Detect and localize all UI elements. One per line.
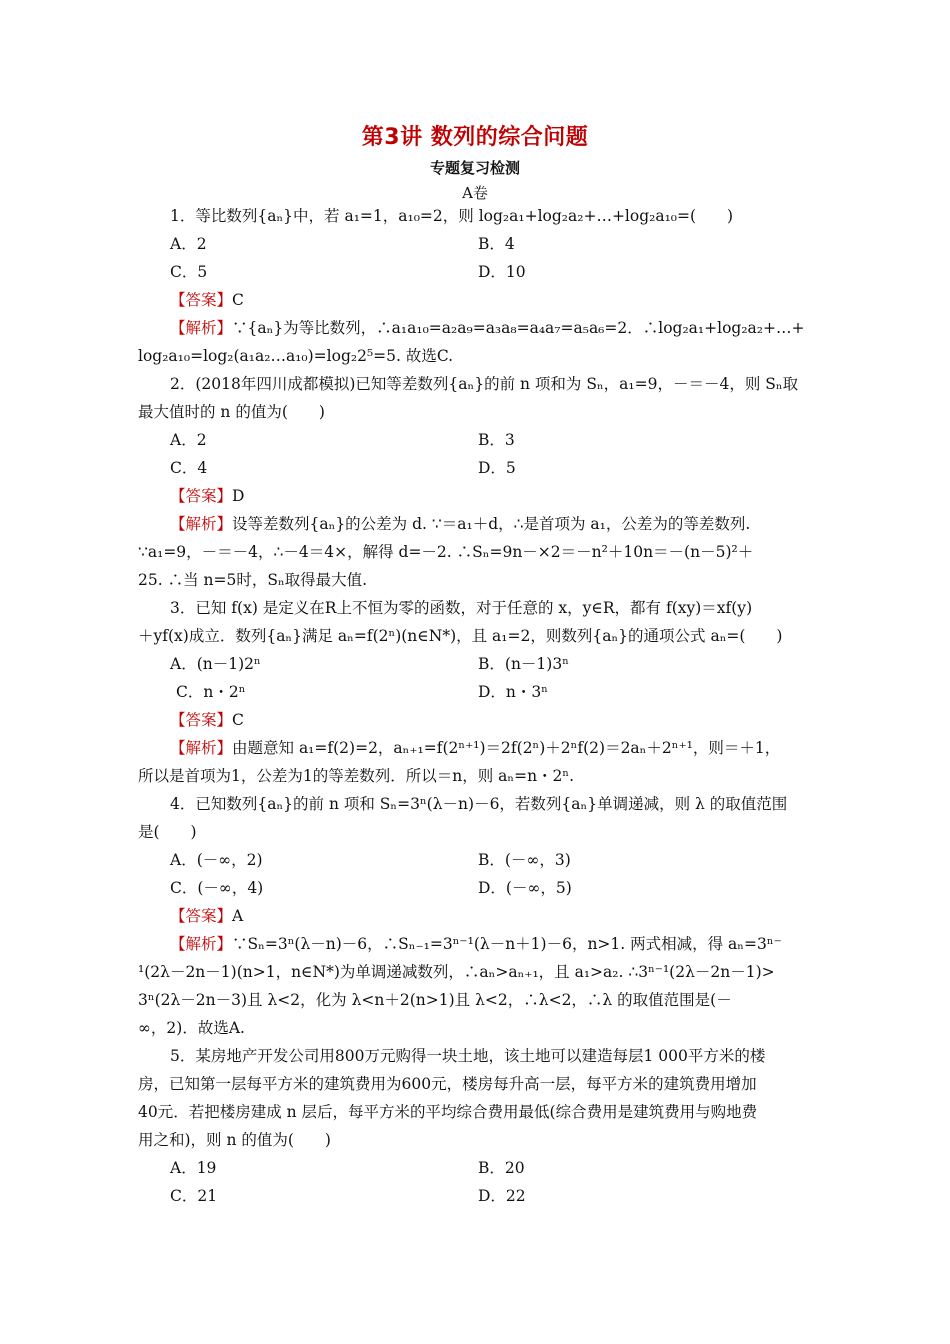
option-b: B．(n－1)3ⁿ: [478, 655, 569, 673]
analysis-tag: 【解析】: [170, 935, 233, 953]
question-stem: 4．已知数列{aₙ}的前 n 项和 Sₙ=3ⁿ(λ－n)－6，若数列{aₙ}单调递减，则 λ 的取值范围: [170, 795, 788, 813]
options-row: [138, 1154, 816, 1182]
question-4: [138, 790, 816, 1042]
options-row: [138, 846, 816, 874]
answer-value: A: [232, 907, 244, 925]
analysis-tag: 【解析】: [170, 515, 233, 533]
analysis-line: [138, 734, 816, 762]
option-c: C．4: [170, 459, 208, 477]
analysis-text: ¹(2λ－2n－1)(n>1，n∈N*)为单调递减数列，∴aₙ>aₙ₊₁，且 a₁>a₂. ∴3ⁿ⁻¹(2λ－2n－1)>: [138, 963, 775, 981]
analysis-text: 3ⁿ(2λ－2n－3)且 λ<2，化为 λ<n＋2(n>1)且 λ<2，∴λ<2，∴λ 的取值范围是(－: [138, 991, 732, 1009]
options-row: [138, 426, 816, 454]
answer-value: D: [232, 487, 245, 505]
options-row: [138, 1182, 816, 1210]
option-d: D．10: [478, 263, 526, 281]
answer-tag: 【答案】: [170, 487, 233, 505]
options-row: [138, 454, 816, 482]
answer-tag: 【答案】: [170, 711, 233, 729]
option-b: B．4: [478, 235, 515, 253]
analysis-text: ∵Sₙ=3ⁿ(λ－n)－6，∴Sₙ₋₁=3ⁿ⁻¹(λ－n＋1)－6，n>1. 两式相减，得 aₙ=3ⁿ⁻: [232, 935, 782, 953]
option-c: C．21: [170, 1187, 218, 1205]
options-row: [138, 650, 816, 678]
analysis-text: log₂a₁₀=log₂(a₁a₂…a₁₀)=log₂2⁵=5. 故选C.: [138, 347, 454, 365]
option-b: B．3: [478, 431, 515, 449]
page-title: 第3讲 数列的综合问题: [361, 125, 589, 150]
question-stem: 3．已知 f(x) 是定义在R上不恒为零的函数，对于任意的 x，y∈R，都有 f(xy)＝xf(y): [170, 599, 753, 617]
options-row: [138, 874, 816, 902]
question-stem: 5．某房地产开发公司用800万元购得一块土地，该土地可以建造每层1 000平方米的楼: [170, 1047, 766, 1065]
analysis-text: 25. ∴当 n=5时，Sₙ取得最大值.: [138, 571, 368, 589]
analysis-tag: 【解析】: [170, 739, 233, 757]
section-label: A卷: [462, 184, 488, 202]
question-stem: 是( ): [138, 823, 197, 841]
analysis-text: ∵{aₙ}为等比数列，∴a₁a₁₀=a₂a₉=a₃a₈=a₄a₇=a₅a₆=2．∴log₂a₁+log₂a₂+…+: [232, 319, 805, 337]
option-a: A．19: [170, 1159, 217, 1177]
analysis-text: 所以是首项为1，公差为1的等差数列．所以＝n，则 aₙ=n・2ⁿ.: [138, 767, 575, 785]
options-row: [138, 258, 816, 286]
answer-tag: 【答案】: [170, 907, 233, 925]
option-a: A．2: [170, 431, 207, 449]
question-stem: ＋yf(x)成立．数列{aₙ}满足 aₙ=f(2ⁿ)(n∈N*)，且 a₁=2，则数列{aₙ}的通项公式 aₙ=( ): [138, 627, 783, 645]
question-stem: 2．(2018年四川成都模拟)已知等差数列{aₙ}的前 n 项和为 Sₙ，a₁=9，－＝－4，则 Sₙ取: [170, 375, 799, 393]
answer-tag: 【答案】: [170, 291, 233, 309]
analysis-text: ∞，2)．故选A.: [138, 1019, 245, 1037]
question-stem: 房，已知第一层每平方米的建筑费用为600元，楼房每升高一层，每平方米的建筑费用增加: [138, 1075, 757, 1093]
answer-line: [138, 706, 816, 734]
analysis-text: 设等差数列{aₙ}的公差为 d. ∵＝a₁＋d，∴是首项为 a₁，公差为的等差数列.: [232, 515, 751, 533]
option-d: D．(－∞，5): [478, 879, 572, 897]
question-5: [138, 1042, 816, 1210]
answer-line: [138, 482, 816, 510]
option-d: D．n・3ⁿ: [478, 683, 548, 701]
analysis-line: [138, 510, 816, 538]
question-stem: 1．等比数列{aₙ}中，若 a₁=1，a₁₀=2，则 log₂a₁+log₂a₂+…+log₂a₁₀=( ): [170, 207, 734, 225]
answer-line: [138, 286, 816, 314]
question-stem: 最大值时的 n 的值为( ): [138, 403, 325, 421]
option-d: D．22: [478, 1187, 526, 1205]
option-a: A．(－∞，2): [170, 851, 263, 869]
option-a: A．(n－1)2ⁿ: [170, 655, 261, 673]
option-b: B．20: [478, 1159, 525, 1177]
page-subtitle: 专题复习检测: [429, 159, 520, 177]
option-c: C．5: [170, 263, 208, 281]
option-c: C．n・2ⁿ: [176, 683, 246, 701]
question-stem: 40元．若把楼房建成 n 层后，每平方米的平均综合费用最低(综合费用是建筑费用与购地费: [138, 1103, 758, 1121]
answer-value: C: [232, 291, 244, 309]
option-c: C．(－∞，4): [170, 879, 264, 897]
analysis-text: ∵a₁=9，－＝－4，∴－4＝4×，解得 d=－2. ∴Sₙ=9n－×2＝－n²＋10n＝－(n－5)²＋: [138, 543, 754, 561]
options-row: [138, 230, 816, 258]
analysis-line: [138, 930, 816, 958]
answer-line: [138, 902, 816, 930]
questions-content: [138, 202, 816, 1210]
analysis-line: [138, 314, 816, 342]
question-2: [138, 370, 816, 594]
options-row: [138, 678, 816, 706]
analysis-tag: 【解析】: [170, 319, 233, 337]
option-d: D．5: [478, 459, 516, 477]
option-a: A．2: [170, 235, 207, 253]
question-3: [138, 594, 816, 790]
option-b: B．(－∞，3): [478, 851, 571, 869]
question-1: [138, 202, 816, 370]
answer-value: C: [232, 711, 244, 729]
question-stem: 用之和)，则 n 的值为( ): [138, 1131, 331, 1149]
analysis-text: 由题意知 a₁=f(2)=2，aₙ₊₁=f(2ⁿ⁺¹)＝2f(2ⁿ)＋2ⁿf(2)＝2aₙ＋2ⁿ⁺¹，则＝＋1，: [232, 739, 781, 757]
